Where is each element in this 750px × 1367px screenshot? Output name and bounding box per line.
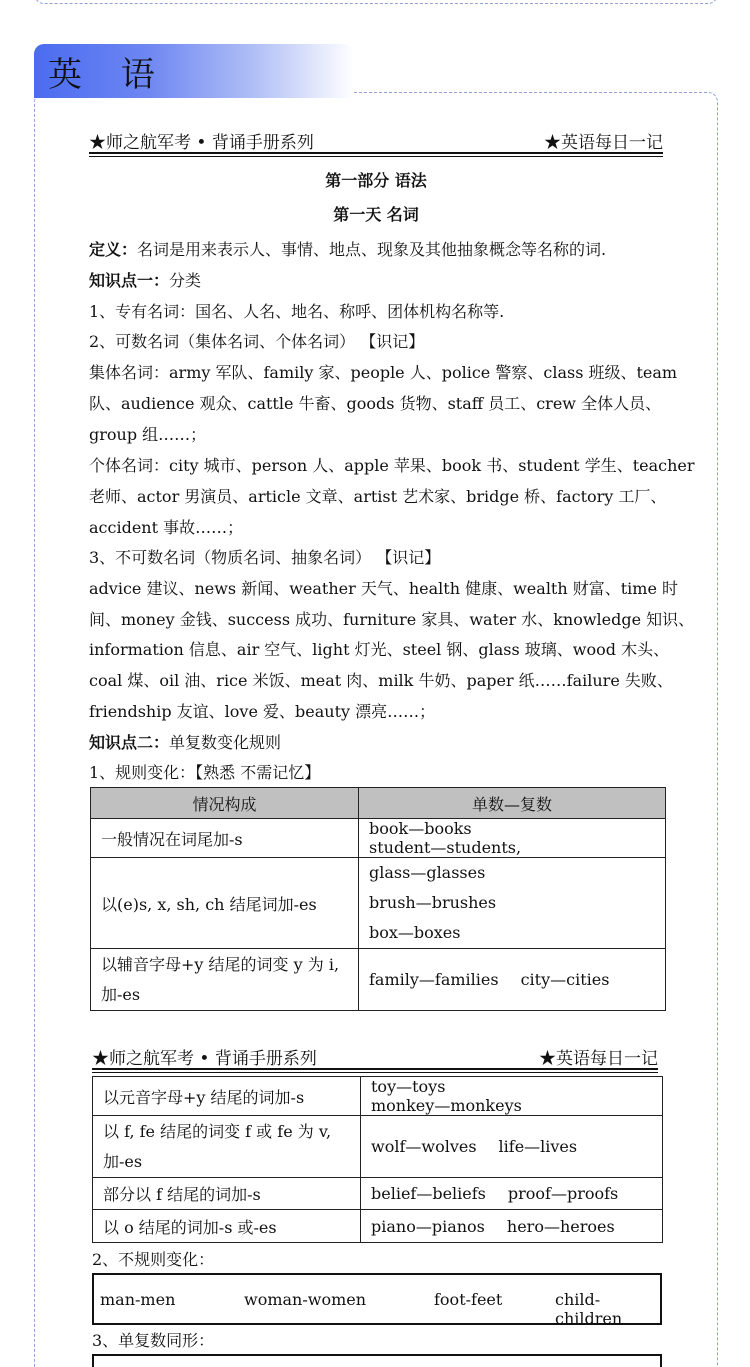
table-header: 情况构成: [91, 788, 359, 819]
table-cell-rule: 以 o 结尾的词加-s 或-es: [93, 1210, 361, 1243]
text-line: friendship 友谊、love 爱、beauty 漂亮……；: [89, 702, 436, 721]
example-pair: family—families: [369, 970, 499, 989]
text-line: 队、audience 观众、cattle 牛畜、goods 货物、staff 员工、crew 全体人员、: [89, 394, 662, 413]
table-row: [93, 1210, 663, 1243]
definition-text: 名词是用来表示人、事情、地点、现象及其他抽象概念等名称的词.: [137, 240, 607, 259]
table-row: [93, 1116, 663, 1178]
example-pair: belief—beliefs: [371, 1184, 486, 1203]
table-cell-rule: 一般情况在词尾加-s: [91, 819, 359, 858]
table-cell-examples: [361, 1210, 663, 1243]
table-row: [93, 1178, 663, 1210]
text-line: 集体名词：army 军队、family 家、people 人、police 警察、class 班级、team: [89, 363, 678, 382]
irregular-example: man-men: [100, 1290, 176, 1309]
header-rule: [89, 152, 663, 154]
text-line: 老师、actor 男演员、article 文章、artist 艺术家、bridge 桥、factory 工厂、: [89, 487, 667, 506]
table-cell-examples: [361, 1077, 663, 1116]
example-pair: monkey—monkeys: [371, 1096, 522, 1115]
irregular-example: woman-women: [244, 1290, 367, 1309]
irregular-example: child-children: [555, 1290, 623, 1328]
example-pair: piano—pianos: [371, 1216, 485, 1236]
top-frame: [34, 0, 718, 4]
example-pair: proof—proofs: [507, 1184, 619, 1203]
table-cell-examples: [359, 858, 666, 949]
text-line: 间、money 金钱、success 成功、furniture 家具、water 水、knowledge 知识、: [89, 610, 695, 629]
text-line: coal 煤、oil 油、rice 米饭、meat 肉、milk 牛奶、paper 纸……failure 失败、: [89, 671, 673, 690]
table-row: [91, 949, 666, 1011]
day-title: 第一天 名词: [333, 205, 419, 224]
text-line: 1、专有名词：国名、人名、地名、称呼、团体机构名称等.: [89, 302, 505, 321]
irregular-example: foot-feet: [434, 1290, 503, 1309]
example-pair: toy—toys: [371, 1077, 446, 1096]
text-line: accident 事故……；: [89, 518, 244, 537]
example-pair: glass—glasses: [369, 863, 486, 882]
example-pair: brush—brushes: [369, 893, 497, 912]
text-line: advice 建议、news 新闻、weather 天气、health 健康、wealth 财富、time 时: [89, 579, 679, 598]
header-left: ★师之航军考 • 背诵手册系列: [89, 133, 314, 153]
same-form-box: [92, 1354, 662, 1367]
table-cell-rule: 以(e)s, x, sh, ch 结尾词加-es: [91, 858, 359, 949]
table-row: [93, 1077, 663, 1116]
table-header-row: [91, 788, 666, 819]
table-cell-examples: [359, 819, 666, 858]
table-cell-examples: [361, 1178, 663, 1210]
header-rule-thin: [92, 1072, 658, 1073]
kp2-label: 知识点二：: [89, 733, 170, 752]
table-cell-rule: 以 f, fe 结尾的词变 f 或 fe 为 v, 加-es: [93, 1116, 361, 1178]
text-line: 3、不可数名词（物质名词、抽象名词） 【识记】: [89, 548, 441, 567]
example-pair: life—lives: [498, 1137, 578, 1156]
header-right: ★英语每日一记: [539, 1049, 658, 1069]
text-line: group 组……；: [89, 425, 207, 444]
table-row: [91, 819, 666, 858]
page-header: [89, 128, 663, 156]
example-pair: student—students,: [369, 838, 522, 857]
page-header: [92, 1044, 658, 1072]
rules-table-continued: [92, 1076, 663, 1243]
header-right: ★英语每日一记: [544, 133, 663, 153]
text-line: information 信息、air 空气、light 灯光、steel 钢、glass 玻璃、wood 木头、: [89, 640, 670, 659]
text-line: 2、不规则变化：: [92, 1250, 215, 1269]
text-line: 2、可数名词（集体名词、个体名词） 【识记】: [89, 332, 425, 351]
example-pair: wolf—wolves: [371, 1137, 477, 1156]
part-title: 第一部分 语法: [325, 171, 427, 190]
table-cell-rule: 以元音字母+y 结尾的词加-s: [93, 1077, 361, 1116]
rules-table: [90, 787, 666, 1011]
irregular-examples-box: [92, 1273, 662, 1328]
section-title: 英 语: [48, 55, 169, 95]
example-pair: hero—heroes: [506, 1216, 615, 1236]
header-rule: [92, 1068, 658, 1070]
example-pair: city—cities: [520, 970, 610, 989]
example-pair: box—boxes: [369, 923, 461, 942]
table-row: [91, 858, 666, 949]
table-cell-examples: [359, 949, 666, 1011]
table-cell-rule: 以辅音字母+y 结尾的词变 y 为 i, 加-es: [91, 949, 359, 1011]
table-cell-rule: 部分以 f 结尾的词加-s: [93, 1178, 361, 1210]
text-line: 1、规则变化：【熟悉 不需记忆】: [89, 763, 321, 782]
header-left: ★师之航军考 • 背诵手册系列: [92, 1049, 317, 1069]
kp1-label: 知识点一：: [89, 271, 170, 290]
kp2-text: 单复数变化规则: [169, 733, 282, 752]
kp1-text: 分类: [169, 271, 202, 290]
kp2-line: [89, 730, 669, 753]
table-header: 单数—复数: [359, 788, 666, 819]
kp1-line: [89, 268, 669, 291]
text-line: 3、单复数同形：: [92, 1331, 215, 1350]
example-pair: book—books: [369, 819, 472, 838]
definition-line: [89, 237, 669, 260]
text-line: 个体名词：city 城市、person 人、apple 苹果、book 书、student 学生、teacher: [89, 456, 695, 475]
definition-label: 定义：: [89, 240, 138, 259]
header-rule-thin: [89, 156, 663, 157]
table-cell-examples: [361, 1116, 663, 1178]
